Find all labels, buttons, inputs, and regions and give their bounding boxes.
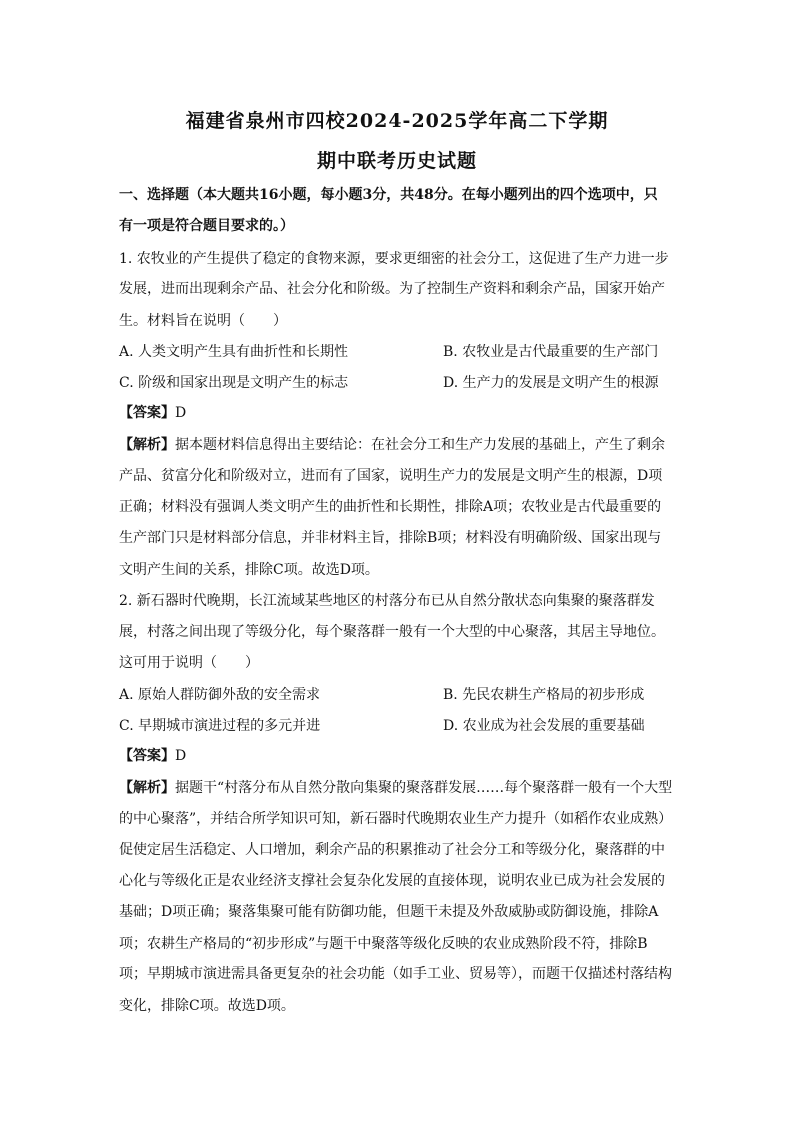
analysis-line: 项；农耕生产格局的“初步形成”与题干中聚落等级化反映的农业成熟阶段不符，排除B [119, 936, 648, 952]
option-b: B. 农牧业是古代最重要的生产部门 [443, 344, 659, 360]
analysis-line: 项；早期城市演进需具备更复杂的社会功能（如手工业、贸易等），而题干仅描述村落结构 [119, 966, 672, 982]
analysis-line: 生产部门只是材料部分信息，并非材料主旨，排除B项；材料没有明确阶级、国家出现与 [119, 530, 662, 546]
question-stem-line: 1. 农牧业的产生提供了稳定的食物来源，要求更细密的社会分工，这促进了生产力进一步 [119, 251, 669, 267]
option-b: B. 先民农耕生产格局的初步形成 [443, 687, 645, 703]
document-title-line-1: 福建省泉州市四校2024-2025学年高二下学期 [185, 110, 609, 132]
question-stem-line: 生。材料旨在说明（ ） [119, 313, 287, 329]
analysis-text: 据题干“村落分布从自然分散向集聚的聚落群发展……每个聚落群一般有一个大型 [175, 780, 673, 796]
answer-value: D [175, 405, 187, 421]
section-heading-line-1: 一、选择题（本大题共16小题，每小题3分，共48分。在每小题列出的四个选项中，只 [119, 187, 658, 203]
analysis-label: 【解析】 [119, 437, 175, 453]
option-d: D. 农业成为社会发展的重要基础 [443, 718, 645, 734]
option-a: A. 原始人群防御外敌的安全需求 [119, 687, 321, 703]
analysis-line: 的中心聚落”，并结合所学知识可知，新石器时代晚期农业生产力提升（如稻作农业成熟） [119, 811, 673, 827]
analysis-text: 据本题材料信息得出主要结论：在社会分工和生产力发展的基础上，产生了剩余 [175, 437, 665, 453]
answer-label: 【答案】 [119, 405, 175, 421]
analysis-line [119, 778, 679, 798]
analysis-line: 文明产生间的关系，排除C项。故选D项。 [119, 562, 379, 578]
option-a: A. 人类文明产生具有曲折性和长期性 [119, 344, 349, 360]
analysis-line: 产品、贫富分化和阶级对立，进而有了国家，说明生产力的发展是文明产生的根源，D项 [119, 468, 663, 484]
question-stem-line: 展，村落之间出现了等级分化，每个聚落群一般有一个大型的中心聚落，其居主导地位。 [119, 624, 665, 640]
analysis-line: 促使定居生活稳定、人口增加，剩余产品的积累推动了社会分工和等级分化，聚落群的中 [119, 842, 665, 858]
document-title-line-2: 期中联考历史试题 [316, 150, 477, 172]
analysis-line: 正确；材料没有强调人类文明产生的曲折性和长期性，排除A项；农牧业是古代最重要的 [119, 499, 662, 515]
analysis-line: 变化，排除C项。故选D项。 [119, 998, 295, 1014]
analysis-label: 【解析】 [119, 780, 175, 796]
section-heading-line-2: 有一项是符合题目要求的。） [119, 218, 294, 234]
question-stem-line: 发展，进而出现剩余产品、社会分化和阶级。为了控制生产资料和剩余产品，国家开始产 [119, 281, 665, 297]
option-d: D. 生产力的发展是文明产生的根源 [443, 375, 659, 391]
option-c: C. 早期城市演进过程的多元并进 [119, 718, 321, 734]
question-stem-line: 2. 新石器时代晚期，长江流域某些地区的村落分布已从自然分散状态向集聚的聚落群发 [119, 593, 655, 609]
answer-line [119, 403, 679, 423]
analysis-line: 基础；D项正确；聚落集聚可能有防御功能，但题干未提及外敌威胁或防御设施，排除A [119, 904, 659, 920]
question-stem-line: 这可用于说明（ ） [119, 655, 259, 671]
answer-label: 【答案】 [119, 748, 175, 764]
answer-line [119, 746, 679, 766]
analysis-line [119, 435, 679, 455]
analysis-line: 心化与等级化正是农业经济支撑社会复杂化发展的直接体现，说明农业已成为社会发展的 [119, 873, 665, 889]
option-c: C. 阶级和国家出现是文明产生的标志 [119, 375, 349, 391]
answer-value: D [175, 748, 187, 764]
